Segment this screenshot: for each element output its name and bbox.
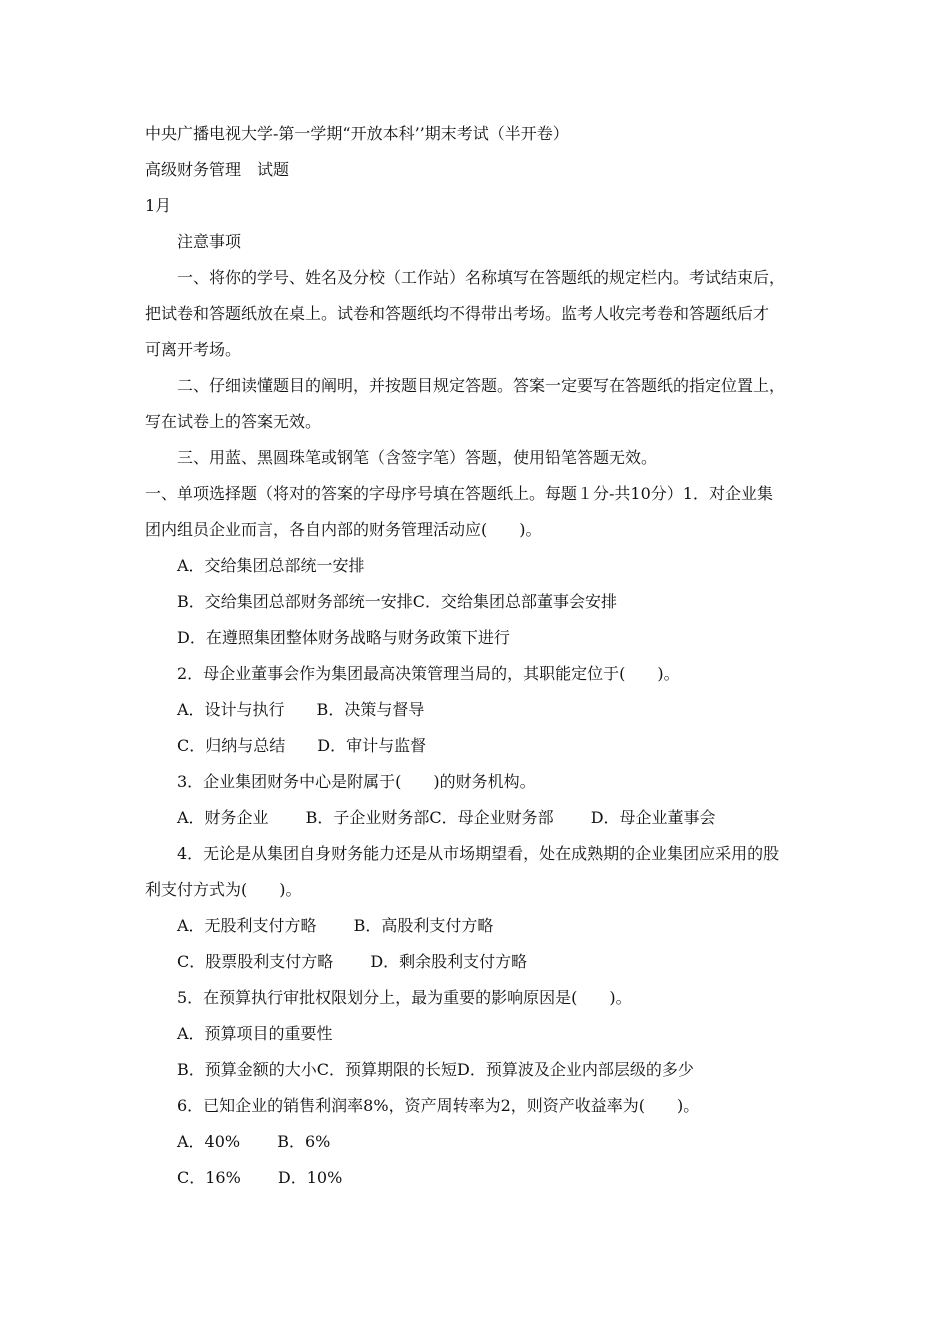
exam-title: 中央广播电视大学-第一学期“开放本科’’期末考试（半开卷） xyxy=(145,124,569,143)
question-2: 2．母企业董事会作为集团最高决策管理当局的，其职能定位于( )。 xyxy=(177,664,680,683)
exam-date: 1月 xyxy=(145,196,172,215)
question-4-options-ab: A．无股利支付方略 B．高股利支付方略 xyxy=(177,916,494,935)
notice-item-2-cont: 写在试卷上的答案无效。 xyxy=(145,412,322,431)
notice-item-1: 一、将你的学号、姓名及分校（工作站）名称填写在答题纸的规定栏内。考试结束后， xyxy=(177,268,786,287)
question-5-options-bcd: B．预算金额的大小C．预算期限的长短D．预算波及企业内部层级的多少 xyxy=(177,1060,694,1079)
question-4: 4．无论是从集团自身财务能力还是从市场期望看，处在成熟期的企业集团应采用的股 xyxy=(177,844,780,863)
question-5: 5．在预算执行审批权限划分上，最为重要的影响原因是( )。 xyxy=(177,988,632,1007)
section-1-heading: 一、单项选择题（将对的答案的字母序号填在答题纸上。每题１分-共10分）1．对企业集 xyxy=(145,484,773,503)
question-6-options-cd: C．16% D．10% xyxy=(177,1168,343,1187)
question-6: 6．已知企业的销售利润率8%，资产周转率为2，则资产收益率为( )。 xyxy=(177,1096,700,1115)
notice-item-1-end: 可离开考场。 xyxy=(145,340,242,359)
question-3: 3．企业集团财务中心是附属于( )的财务机构。 xyxy=(177,772,536,791)
question-1-option-bc: B．交给集团总部财务部统一安排C．交给集团总部董事会安排 xyxy=(177,592,618,611)
question-6-options-ab: A．40% B．6% xyxy=(177,1132,331,1151)
notice-item-3: 三、用蓝、黑圆珠笔或钢笔（含签字笔）答题，使用铅笔答题无效。 xyxy=(177,448,658,467)
question-1-option-a: A．交给集团总部统一安排 xyxy=(177,556,365,575)
exam-subject: 高级财务管理 试题 xyxy=(145,160,290,179)
question-5-option-a: A．预算项目的重要性 xyxy=(177,1024,333,1043)
question-2-options-ab: A．设计与执行 B．决策与督导 xyxy=(177,700,425,719)
question-1-cont: 团内组员企业而言，各自内部的财务管理活动应( )。 xyxy=(145,520,542,539)
question-2-options-cd: C．归纳与总结 D．审计与监督 xyxy=(177,736,427,755)
notice-item-1-cont: 把试卷和答题纸放在桌上。试卷和答题纸均不得带出考场。监考人收完考卷和答题纸后才 xyxy=(145,304,770,323)
notice-item-2: 二、仔细读懂题目的阐明，并按题目规定答题。答案一定要写在答题纸的指定位置上， xyxy=(177,376,786,395)
question-3-options: A．财务企业 B．子企业财务部C．母企业财务部 D．母企业董事会 xyxy=(177,808,716,827)
question-1-option-d: D．在遵照集团整体财务战略与财务政策下进行 xyxy=(177,628,510,647)
question-4-cont: 利支付方式为( )。 xyxy=(145,880,302,899)
notice-heading: 注意事项 xyxy=(177,232,242,251)
question-4-options-cd: C．股票股利支付方略 D．剩余股利支付方略 xyxy=(177,952,528,971)
